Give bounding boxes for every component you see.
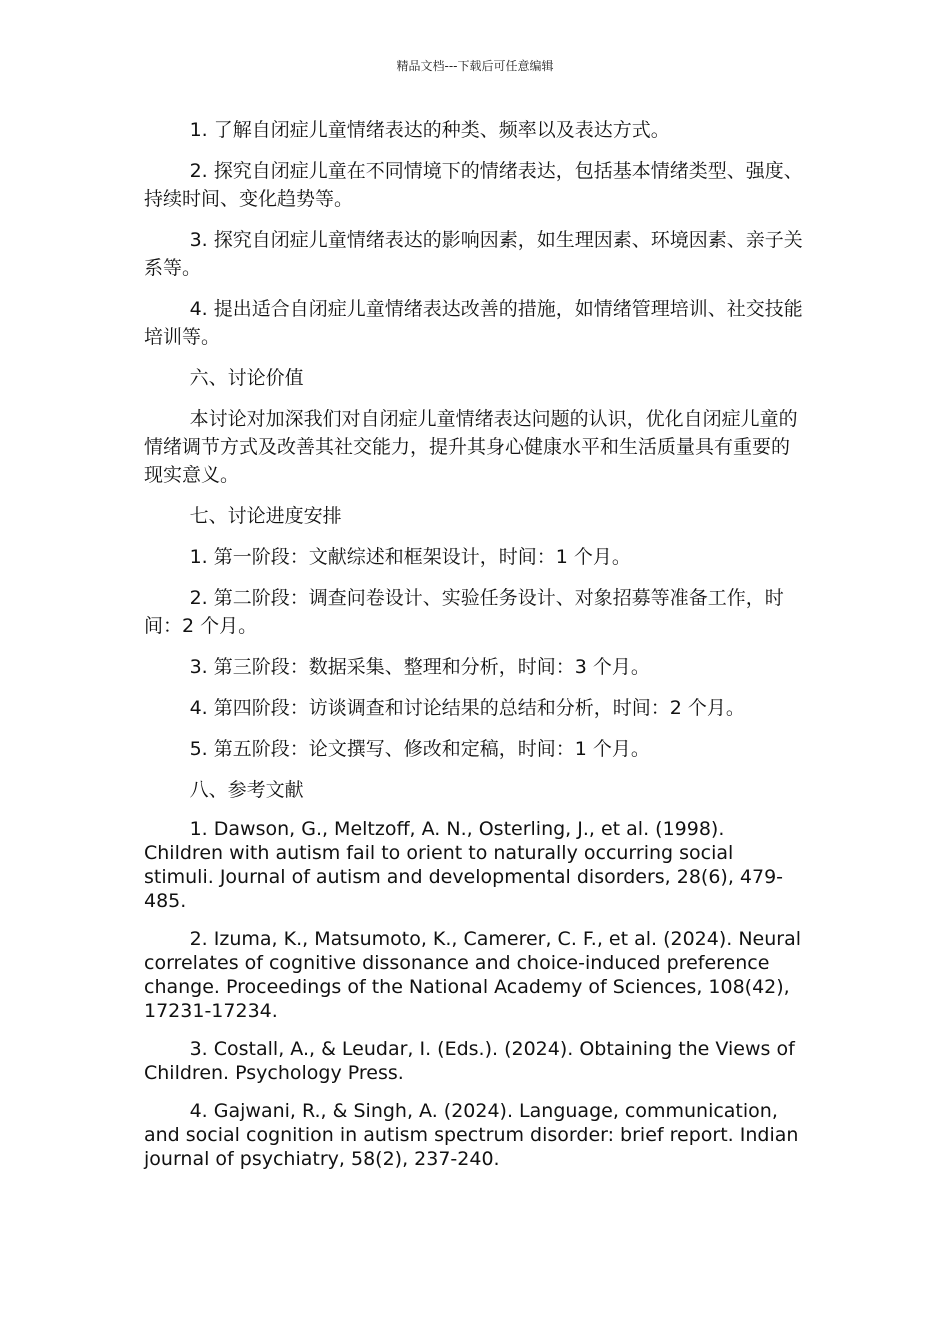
schedule-stage-3: 3. 第三阶段：数据采集、整理和分析，时间：3 个月。 — [189, 656, 650, 678]
section-heading-schedule: 七、讨论进度安排 — [189, 505, 342, 527]
document-body — [144, 116, 806, 1185]
section-heading-value: 六、讨论价值 — [189, 367, 304, 389]
schedule-stage-2: 2. 第二阶段：调查问卷设计、实验任务设计、对象招募等准备工作，时间：2 个月。 — [144, 587, 784, 637]
reference-item-3: 3. Costall, A., & Leudar, I. (Eds.). (2024). Obtaining the Views of Children. Psychology Press. — [144, 1038, 795, 1084]
objective-item-3: 3. 探究自闭症儿童情绪表达的影响因素，如生理因素、环境因素、亲子关系等。 — [144, 229, 803, 279]
schedule-stage-1: 1. 第一阶段：文献综述和框架设计，时间：1 个月。 — [189, 546, 631, 568]
value-paragraph: 本讨论对加深我们对自闭症儿童情绪表达问题的认识，优化自闭症儿童的情绪调节方式及改善其社交能力，提升其身心健康水平和生活质量具有重要的现实意义。 — [144, 408, 798, 486]
reference-item-1: 1. Dawson, G., Meltzoff, A. N., Osterling, J., et al. (1998). Children with autism fail to orient to naturally occurring social stimuli. Journal of autism and developmental disorders, 28(6), 479-485. — [144, 818, 784, 912]
schedule-stage-5: 5. 第五阶段：论文撰写、修改和定稿，时间：1 个月。 — [189, 738, 650, 760]
reference-item-4: 4. Gajwani, R., & Singh, A. (2024). Language, communication, and social cognition in autism spectrum disorder: brief report. Indian journal of psychiatry, 58(2), 237-240. — [144, 1100, 799, 1170]
schedule-stage-4: 4. 第四阶段：访谈调查和讨论结果的总结和分析，时间：2 个月。 — [189, 697, 745, 719]
objective-item-2: 2. 探究自闭症儿童在不同情境下的情绪表达，包括基本情绪类型、强度、持续时间、变化趋势等。 — [144, 160, 803, 210]
objective-item-1: 1. 了解自闭症儿童情绪表达的种类、频率以及表达方式。 — [189, 119, 670, 141]
page-header: 精品文档---下载后可任意编辑 — [396, 59, 554, 73]
section-heading-references: 八、参考文献 — [189, 779, 304, 801]
objective-item-4: 4. 提出适合自闭症儿童情绪表达改善的措施，如情绪管理培训、社交技能培训等。 — [144, 298, 803, 348]
reference-item-2: 2. Izuma, K., Matsumoto, K., Camerer, C. F., et al. (2024). Neural correlates of cognitive dissonance and choice-induced preference change. Proceedings of the National Academy of Sciences, 108(42), 17231-17234. — [144, 928, 802, 1022]
